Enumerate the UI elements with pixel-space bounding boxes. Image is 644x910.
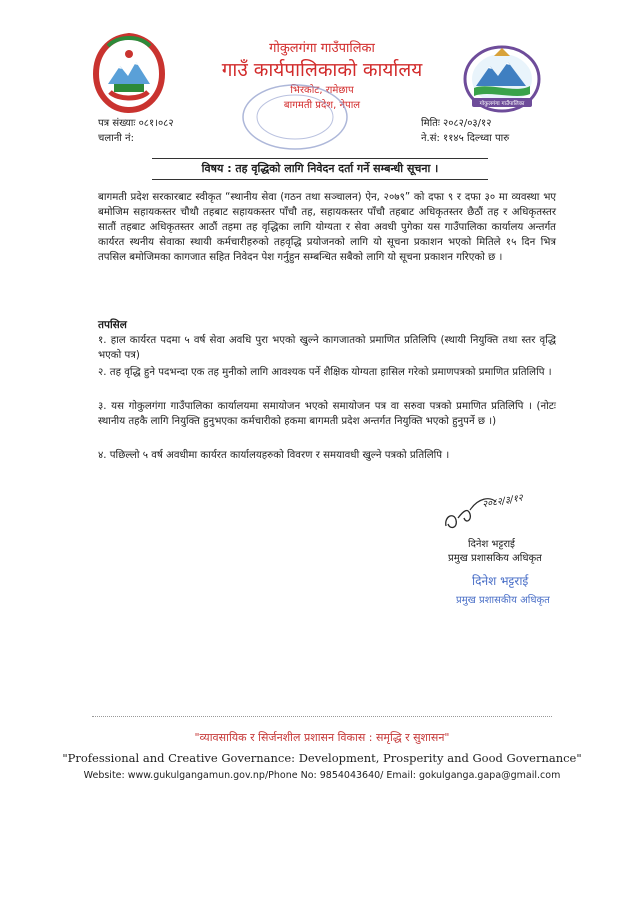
footer-motto: "Professional and Creative Governance: Development, Prosperity and Good Governance" [62,751,582,765]
list-item: ४. पछिल्लो ५ वर्ष अवधीमा कार्यरत कार्यालयहरुको विवरण र समयावधी खुल्ने पत्रको प्रतिलिपि । [98,450,450,461]
office-round-stamp [240,82,350,152]
list-item: २. तह वृद्धि हुने पदभन्दा एक तह मुनीको लागि आवश्यक पर्ने शैक्षिक योग्यता हासिल गरेको प्रमाणपत्रको प्रमाणित प्रतिलिपि । [98,367,552,378]
body-paragraph: बागमती प्रदेश सरकारबाट स्वीकृत “स्थानीय सेवा (गठन तथा सञ्चालन) ऐन, २०७९” को दफा ९ र दफा ३० मा व्यवस्था भए बमोजिम सहायकस्तर चौथौ तहबाट सहायकस्तर पाँचौ तह, सहायकस्तर पाँचौ तहबाट अधिकृतस्तर छैठौं तह र अधिकृतस्तर सातौं तहबाट अधिकृतस्तर आठौं तहमा तह वृद्धिका लागि योग्यता र सेवा अवधी पुगेका यस गाउँपालिका कार्यालय अन्तर्गत कार्यरत स्थनीय सेवाका स्थायी कर्मचारीहरुको तहवृद्धि प्रयोजनको लागि यो सूचना प्रकाशन भएको मितिले १५ दिन भित्र तपसिल बमोजिमका कागजात सहित निवेदन पेश गर्नुहुन सम्बन्धित सबैको लागि यो सूचना प्रकाशन गरिएको छ । [98,192,556,263]
stamp-name: दिनेश भट्टराई [472,574,529,588]
list-item: १. हाल कार्यरत पदमा ५ वर्ष सेवा अवधि पुरा भएको खुल्ने कागजातको प्रमाणित प्रतिलिपि (स्थायी नियुक्ति तथा स्तर वृद्धि भएको पत्र) [98,335,556,361]
date-label: मितिः २०८२/०३/१२ [421,118,492,129]
stamp-title: प्रमुख प्रशासकीय अधिकृत [456,595,550,606]
municipality-name: गोकुलगंगा गाउँपालिका [269,41,375,56]
address-line-1: भिरकोट, रामेछाप [290,85,354,96]
footer-slogan: "व्यावसायिक र सिर्जनशील प्रशासन विकास : समृद्धि र सुशासन" [194,731,450,744]
tapsil-heading: तपसिल [98,319,127,331]
patra-sankhya: पत्र संख्याः ०८१।०८२ [98,118,174,129]
footer-divider [92,716,552,717]
address-line-2: बागमती प्रदेश, नेपाल [283,100,361,111]
office-name: गाउँ कार्यपालिकाको कार्यालय [221,59,423,81]
chalani-number: चलानी नं: [98,133,134,144]
footer-contact: Website: www.gukulgangamun.gov.np/Phone No: 9854043640/ Email: gokulganga.gapa@gmail.com [83,770,561,781]
subject-line: विषय : तह वृद्धिको लागि निवेदन दर्ता गर्ने सम्बन्धी सूचना । [152,158,488,180]
list-item: ३. यस गोकुलगंगा गाउँपालिका कार्यालयमा समायोजन भएको समायोजन पत्र वा सरुवा पत्रको प्रमाणित प्रतिलिपि । (नोटः स्थानीय तहकै लागि नियुक्ति हुनुभएका कर्मचारीको हकमा बागमती प्रदेश अन्तर्गत नियुक्ति भएको हुनुपर्ने छ ।) [98,401,556,427]
signatory-name: दिनेश भट्टराई [468,539,515,550]
handwritten-signature [440,488,540,532]
signatory-title: प्रमुख प्रशासकिय अधिकृत [448,553,542,564]
signature-handwritten-date: २०८२/३/१२ [481,492,524,511]
reference-label: ने.सं: ११४५ दिल्ध्वा पारु [421,133,510,144]
logo-caption: गोकुलगंगा गाउँपालिका [479,101,525,107]
